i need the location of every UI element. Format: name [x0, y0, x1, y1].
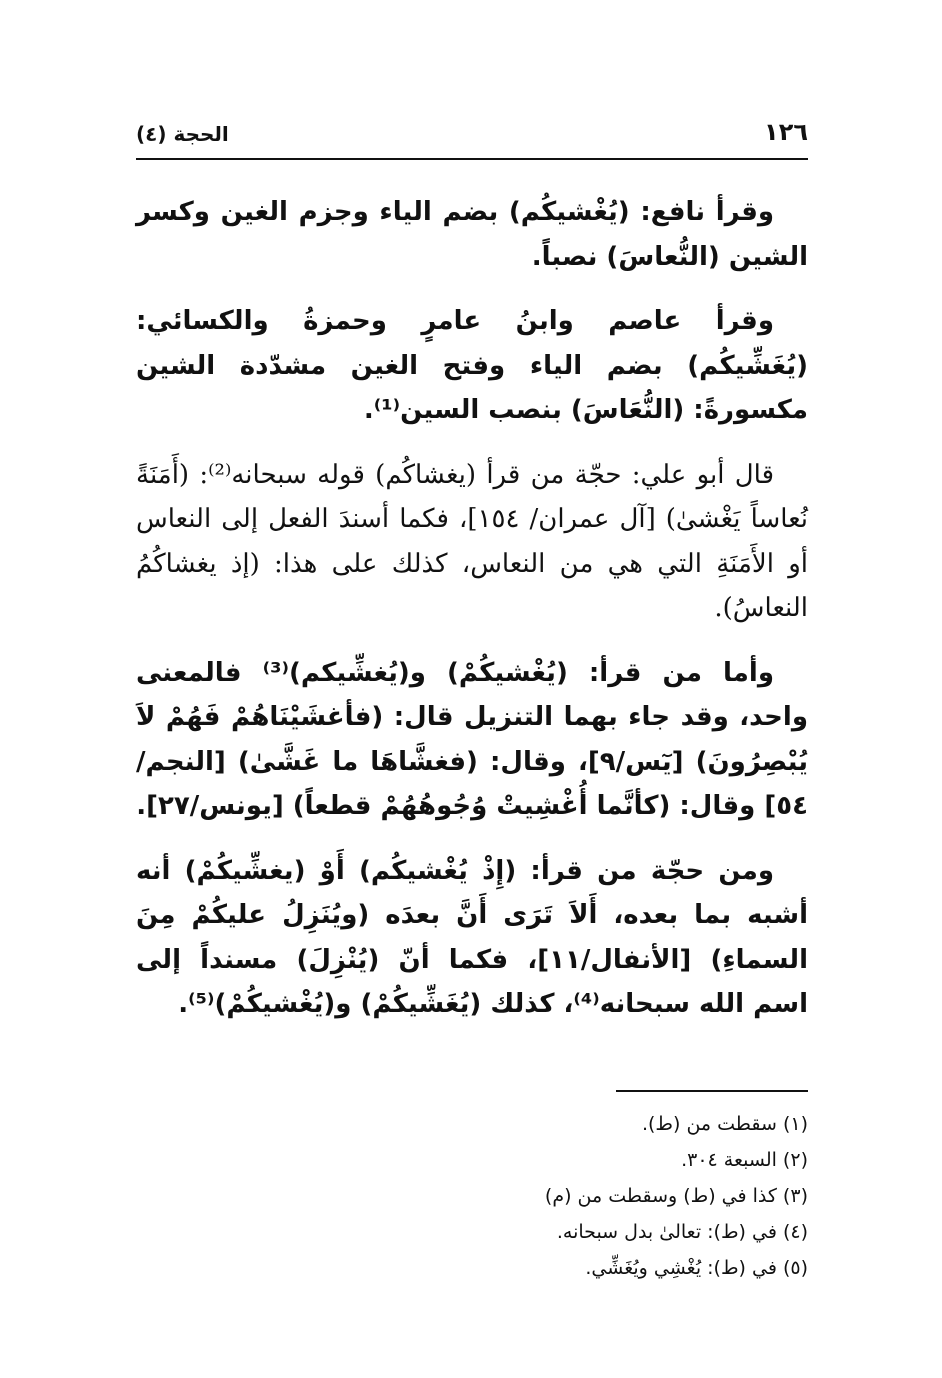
- running-title: الحجة (٤): [136, 122, 229, 146]
- footnote-5: (٥) في (ط): يُغْشِي ويُغَشِّي.: [585, 1257, 808, 1279]
- body-text: [136, 190, 808, 1047]
- paragraph-nafi-reading: وقرأ نافع: (يُغْشيكُم) بضم الياء وجزم الغين وكسر الشين (النُّعاسَ) نصباً.: [136, 197, 808, 272]
- footnote-3: (٣) كذا في (ط) وسقطت من (م): [544, 1185, 808, 1207]
- footnote-1: (١) سقطت من (ط).: [641, 1113, 808, 1135]
- header-rule: [136, 158, 808, 160]
- paragraph-abu-ali: قال أبو علي: حجّة من قرأ (يغشاكُم) قوله سبحانه⁽²⁾: (أَمَنَةً نُعاساً يَغْشىٰ) [آل عمران/ ١٥٤]، فكما أسندَ الفعل إلى النعاس أو الأَمَنَةِ التي هي من النعاس، كذلك على هذا: (إذ يغشاكُمُ النعاسُ).: [136, 459, 808, 623]
- footnote-2: (٢) السبعة ٣٠٤.: [681, 1149, 808, 1171]
- footnotes: [136, 1106, 808, 1286]
- paragraph-meaning: وأما من قرأ: (يُغْشيكُمْ) و(يُغشِّيكم)⁽³⁾ فالمعنى واحد، وقد جاء بهما التنزيل قال: (فأغشَيْنَاهُمْ فَهُمْ لاَ يُبْصِرُونَ) [يٓس/٩]، وقال: (فغشَّاهَا ما غَشَّىٰ) [النجم/٥٤] وقال: (كأنَّما أُغْشِيتْ وُجُوهُهُمْ قطعاً) [يونس/٢٧].: [136, 657, 808, 821]
- paragraph-argument: ومن حجّة من قرأ: (إِذْ يُغْشيكُم) أَوْ (يغشِّيكُمْ) أنه أشبه بما بعده، أَلاَ تَرَى أَنَّ بعدَه (ويُنَزِلُ عليكُمْ مِنَ السماءِ) [الأنفال/١١]، فكما أنّ (يُنْزِلَ) مسنداً إلى اسم الله سبحانه⁽⁴⁾، كذلك (يُغَشِّيكُمْ) و(يُغْشيكُمْ)⁽⁵⁾.: [136, 855, 808, 1019]
- footnote-4: (٤) في (ط): تعالىٰ بدل سبحانه.: [556, 1221, 808, 1243]
- page-number: ١٢٦: [764, 118, 808, 146]
- page-header: [136, 118, 808, 158]
- footnote-rule: [616, 1090, 808, 1092]
- paragraph-asim-reading: وقرأ عاصم وابنُ عامرٍ وحمزةُ والكسائي: (يُغَشِّيكُم) بضم الياء وفتح الغين مشدّدة الشين مكسورةً: (النُّعَاسَ) بنصب السين⁽¹⁾.: [136, 306, 808, 425]
